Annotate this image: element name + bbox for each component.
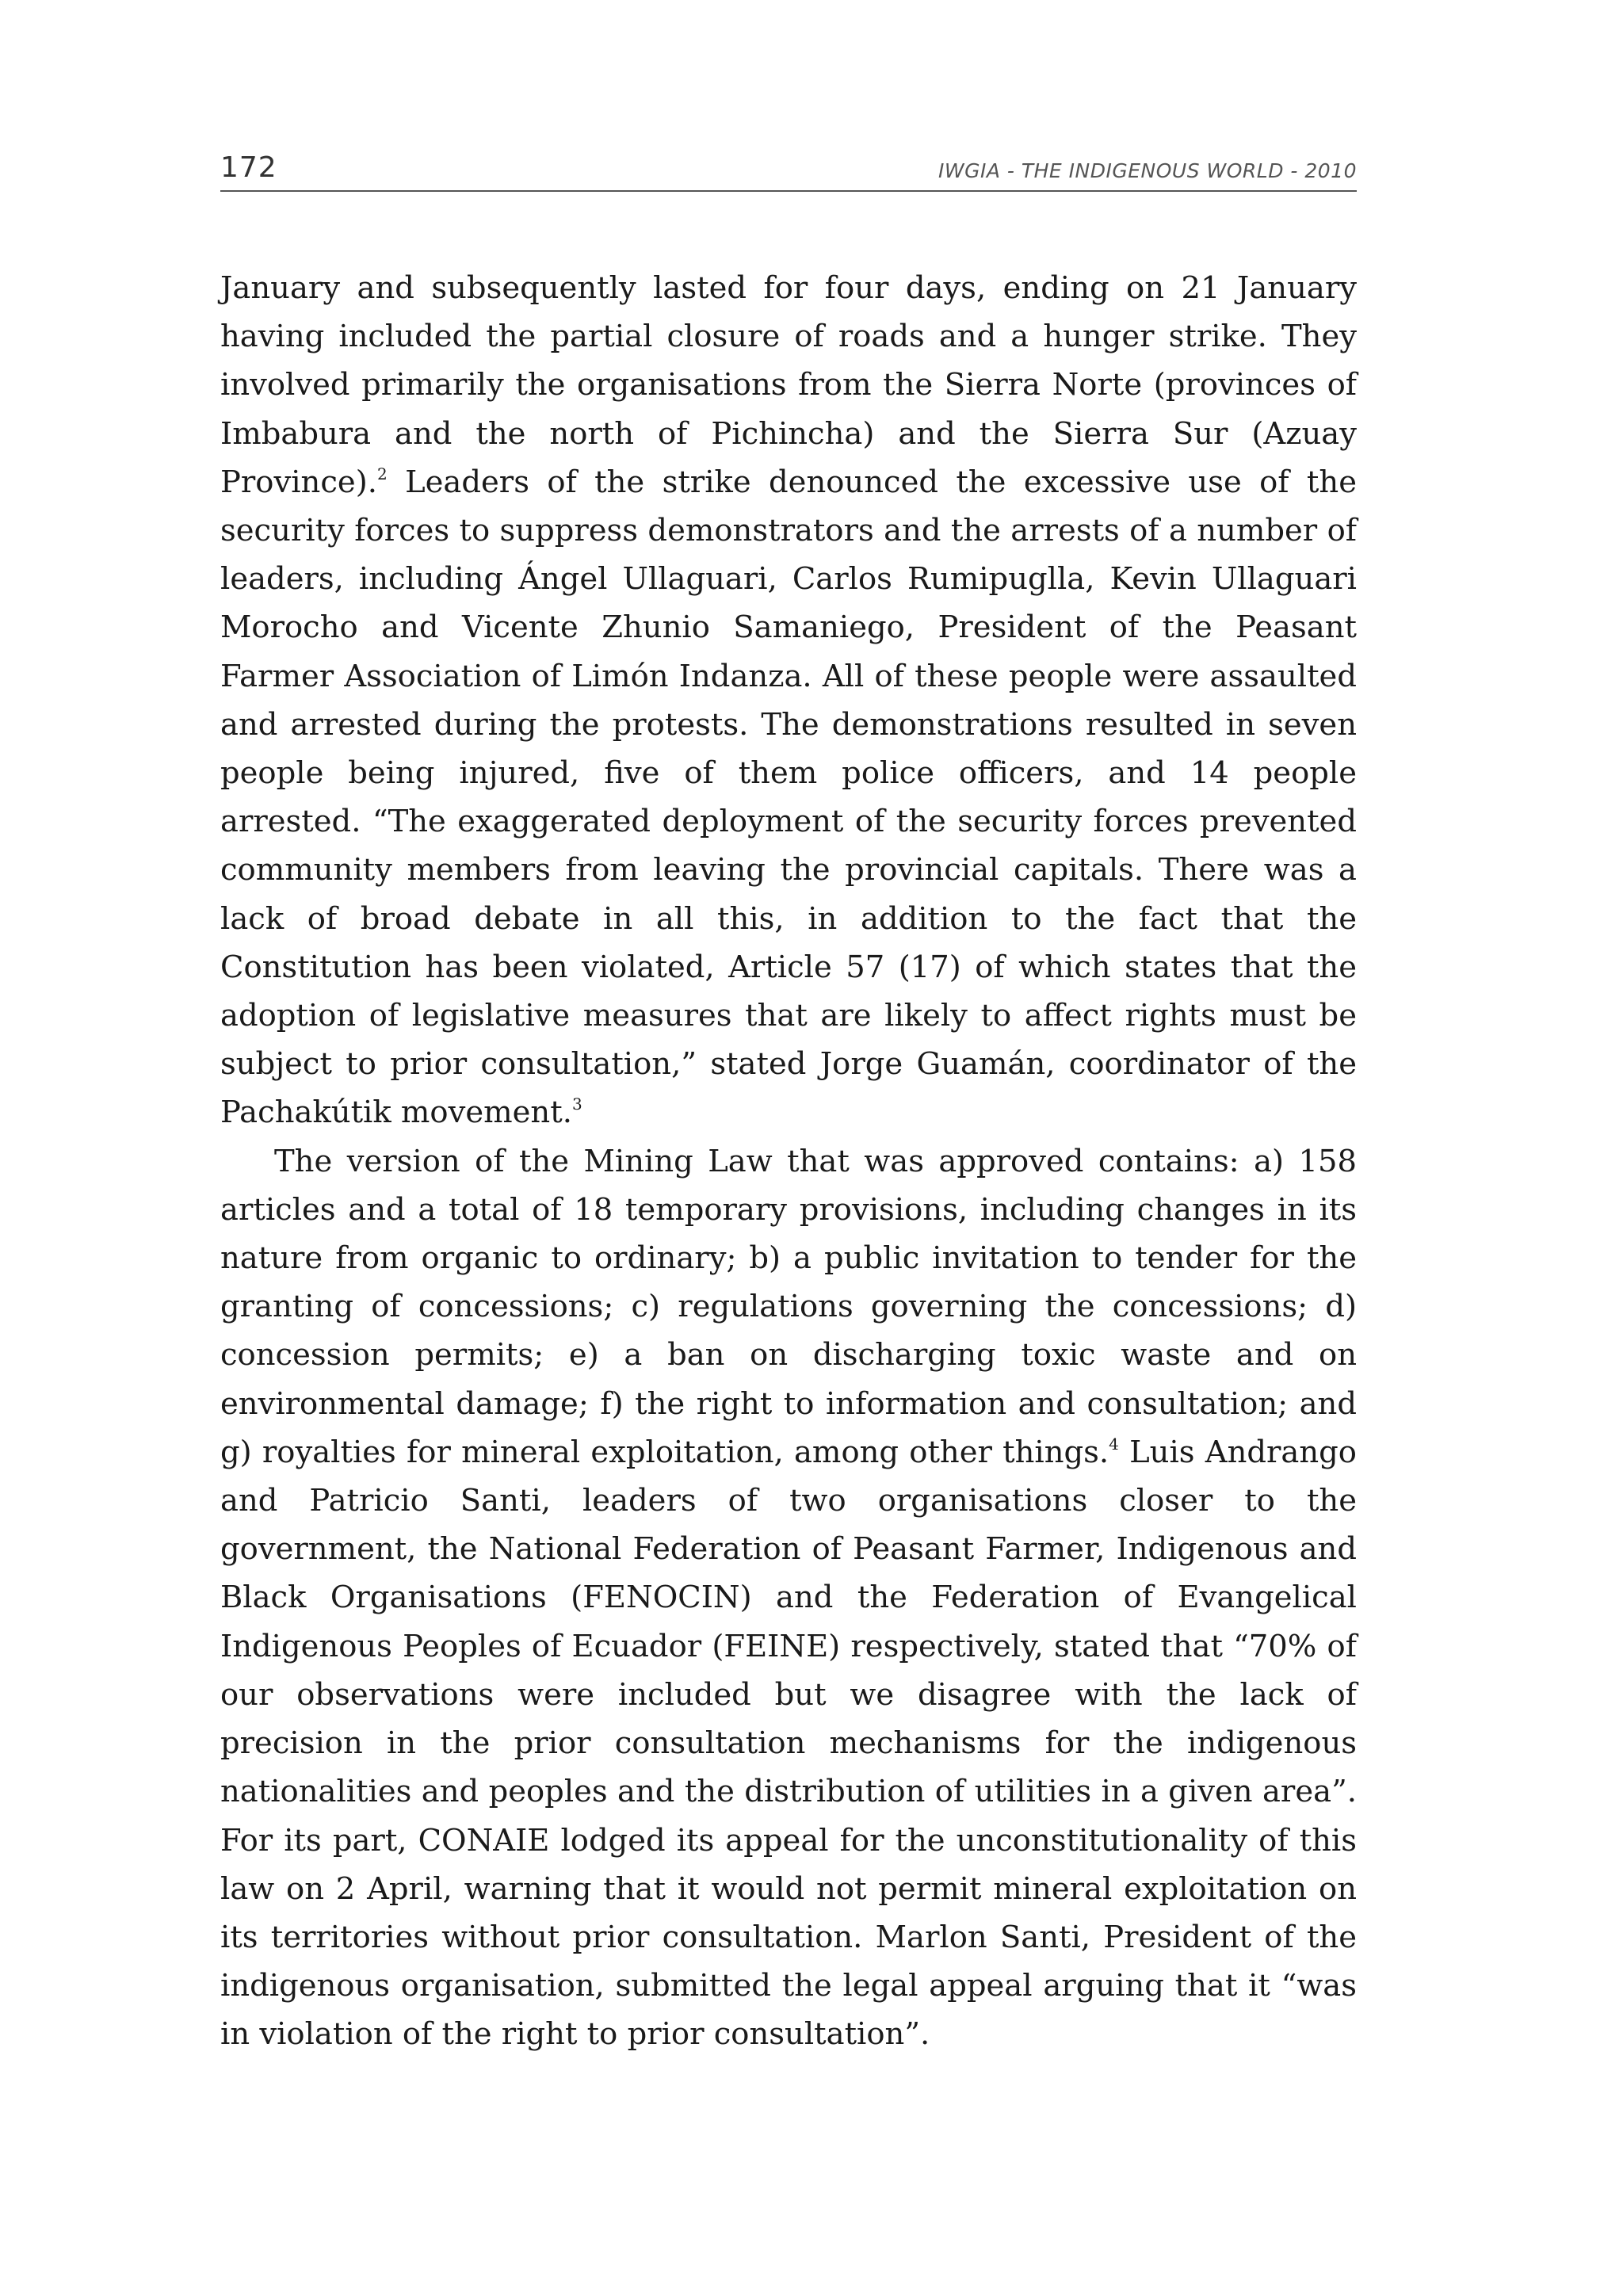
body-text <box>220 264 1357 2059</box>
footnote-ref-4: 4 <box>1109 1434 1119 1454</box>
paragraph-2 <box>220 1137 1357 2059</box>
paragraph-1-text-a: January and subsequently lasted for four days, ending on 21 January having included the partial closure of roads and a hunger strike. They involved primarily the organisations from the Sierra Norte (provinces of Imbabura and the north of Pichincha) and the Sierra Sur (Azuay Province). <box>220 270 1357 500</box>
paragraph-1-text-b: Leaders of the strike denounced the excessive use of the security forces to suppress demonstrators and the arrests of a number of leaders, including Ángel Ullaguari, Carlos Rumipuglla, Kevin Ullaguari Morocho and Vicente Zhunio Samaniego, President of the Peasant Farmer Association of Limón Indanza. All of these people were assaulted and arrested during the protests. The demonstrations resulted in seven people being injured, five of them police officers, and 14 people arrested. “The exaggerated deployment of the security forces prevented community members from leaving the provincial capitals. There was a lack of broad debate in all this, in addition to the fact that the Constitution has been violated, Article 57 (17) of which states that the adoption of legislative measures that are likely to affect rights must be subject to prior consultation,” stated Jorge Guamán, coordinator of the Pachakútik movement. <box>220 464 1357 1131</box>
footnote-ref-3: 3 <box>571 1095 582 1114</box>
running-header <box>220 151 1357 192</box>
paragraph-1 <box>220 264 1357 1137</box>
footnote-ref-2: 2 <box>376 464 388 483</box>
paragraph-2-text-b: Luis Andrango and Patricio Santi, leaders of two organisations closer to the government, the National Federation of Peasant Farmer, Indigenous and Black Organisations (FENOCIN) and the Federation of Evangelical Indigenous Peoples of Ecuador (FEINE) respectively, stated that “70% of our observations were included but we disagree with the lack of precision in the prior consultation mechanisms for the indigenous nationalities and peoples and the distribution of utilities in a given area”. For its part, CONAIE lodged its appeal for the unconstitutionality of this law on 2 April, warning that it would not permit mineral exploitation on its territories without prior consultation. Marlon Santi, President of the indigenous organisation, submitted the legal appeal arguing that it “was in violation of the right to prior consultation”. <box>220 1434 1357 2053</box>
paragraph-2-text-a: The version of the Mining Law that was approved contains: a) 158 articles and a total of 18 temporary provisions, including changes in its nature from organic to ordinary; b) a public invitation to tender for the granting of concessions; c) regulations governing the concessions; d) concession permits; e) a ban on discharging toxic waste and on environmental damage; f) the right to information and consultation; and g) royalties for mineral exploitation, among other things. <box>220 1143 1357 1470</box>
page-number: 172 <box>220 151 277 184</box>
running-title: IWGIA - THE INDIGENOUS WORLD - 2010 <box>938 159 1357 182</box>
